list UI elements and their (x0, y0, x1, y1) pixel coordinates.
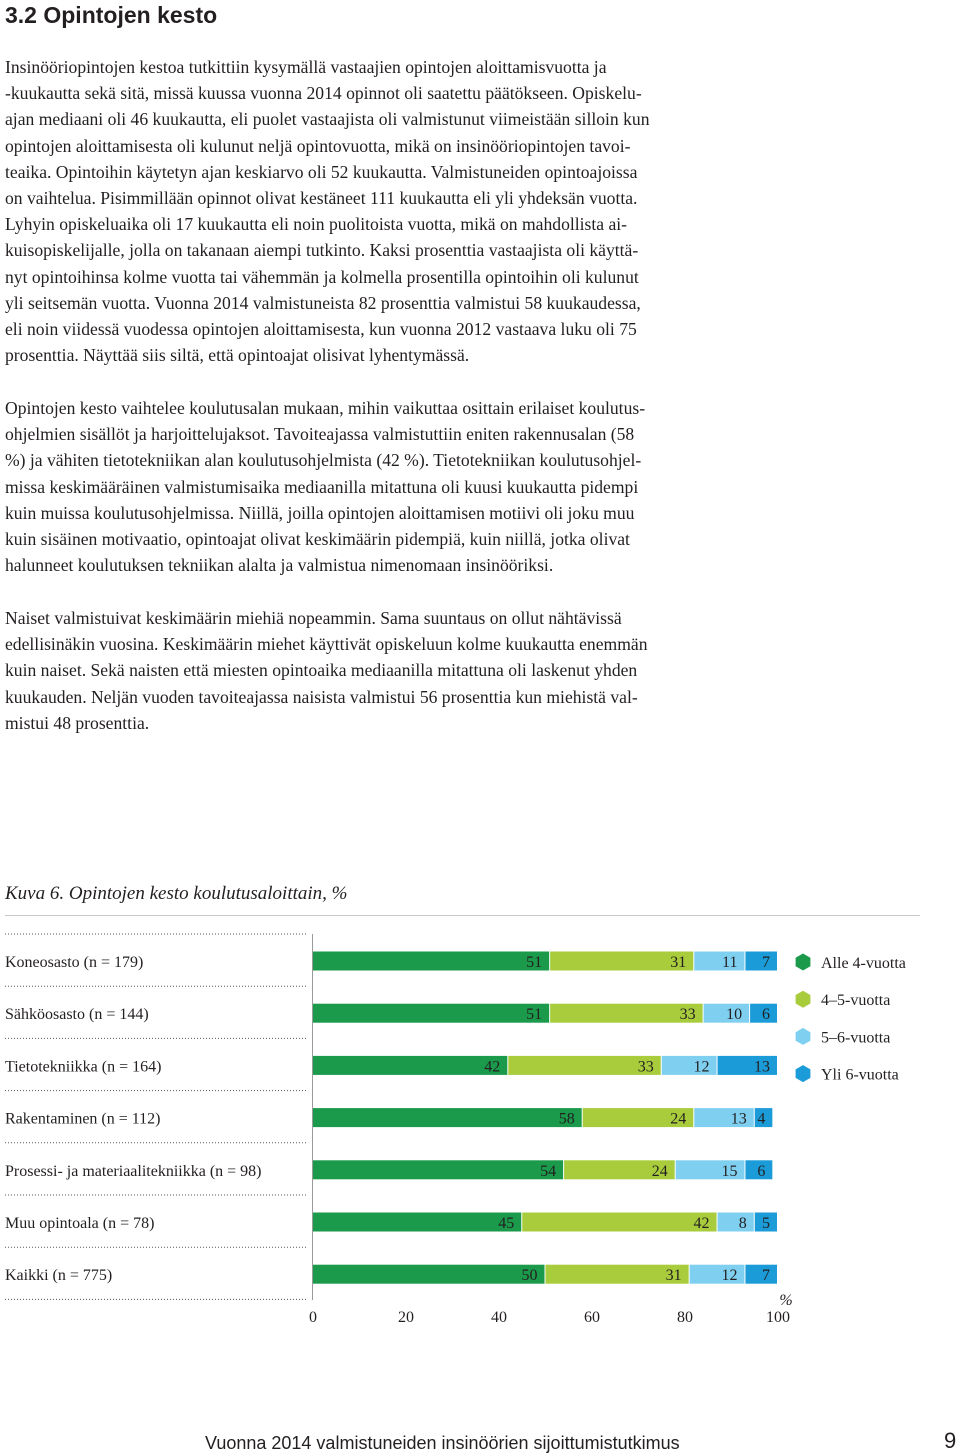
legend-label: Yli 6-vuotta (821, 1066, 899, 1084)
data-label: 42 (693, 1215, 710, 1232)
legend-hexagon-icon (796, 1028, 811, 1045)
category-label: Prosessi- ja materiaalitekniikka (n = 98) (5, 1162, 262, 1180)
data-label: 33 (679, 1006, 696, 1024)
bar-segment (313, 952, 549, 971)
data-label: 51 (526, 954, 543, 971)
data-label: 6 (757, 1162, 766, 1180)
section-title: 3.2 Opintojen kesto (5, 2, 218, 28)
bar-segment (313, 1265, 545, 1284)
data-label: 13 (730, 1110, 747, 1128)
data-label: 31 (670, 954, 687, 971)
legend-label: Alle 4-vuotta (821, 955, 906, 972)
bar-segment (313, 1213, 521, 1232)
bar-segment (313, 1160, 563, 1179)
data-label: 7 (762, 954, 770, 971)
footer-text: Vuonna 2014 valmistuneiden insinöörien sijoittumistutkimus (205, 1433, 680, 1453)
x-tick-label: 80 (677, 1309, 693, 1326)
x-axis-label: % (779, 1292, 793, 1309)
data-label: 12 (721, 1267, 738, 1285)
legend-hexagon-icon (796, 954, 811, 971)
legend-hexagon-icon (796, 1065, 811, 1082)
data-label: 12 (693, 1058, 710, 1076)
data-label: 7 (762, 1267, 770, 1285)
bar-segment (313, 1056, 507, 1075)
x-tick-label: 60 (584, 1309, 600, 1326)
category-label: Sähköosasto (n = 144) (5, 1006, 149, 1024)
data-label: 13 (754, 1058, 770, 1076)
stacked-bar-chart (0, 922, 960, 1332)
category-label: Muu opintoala (n = 78) (5, 1215, 155, 1232)
data-label: 50 (521, 1267, 538, 1285)
data-label: 24 (651, 1162, 668, 1180)
x-tick-label: 100 (766, 1309, 790, 1326)
x-tick-label: 0 (309, 1309, 317, 1326)
data-label: 6 (762, 1006, 770, 1024)
data-label: 8 (738, 1215, 747, 1232)
data-label: 4 (757, 1110, 766, 1128)
body-paragraph: Insinööriopintojen kestoa tutkittiin kysymällä vastaajien opintojen aloittamisvuotta ja -kuukautta sekä sitä, missä kuussa vuonna 2014 opinnot oli saatettu päätökseen. Opiskelu- ajan mediaani oli 46 kuukautta, eli puolet vastaajista oli valmistunut viimeistään silloin kun opintojen aloittamisesta oli kulunut neljä opintovuotta, mikä on insinööriopintojen tavoi- teaika. Opintoihin käytetyn ajan keskiarvo oli 52 kuukautta. Valmistuneiden opintoajoissa on vaihtelua. Pisimmillään opinnot olivat kestäneet 111 kuukautta eli yli yhdeksän vuotta. Lyhyin opiskeluaika oli 17 kuukautta eli noin puolitoista vuotta, mikä on mahdollista ai- kuisopiskelijalle, jolla on takanaan aiempi tutkinto. Kaksi prosenttia vastaajista oli käyttä- nyt opintoihinsa kolme vuotta tai vähemmän ja kolmella prosentilla opintoihin oli kulunut yli seitsemän vuotta. Vuonna 2014 valmistuneista 82 prosenttia valmistui 58 kuukaudessa, eli noin viidessä vuodessa opintojen aloittamisesta, kun vuonna 2012 vastaava luku oli 75 prosenttia. Näyttää siis siltä, että opintoajat olisivat lyhentymässä. (5, 57, 650, 366)
page-number: 9 (944, 1428, 957, 1453)
x-tick-label: 20 (398, 1309, 414, 1326)
body-paragraph: Opintojen kesto vaihtelee koulutusalan mukaan, mihin vaikuttaa osittain erilaiset koulutus- ohjelmien sisällöt ja harjoittelujaksot. Tavoiteajassa valmistuttiin eniten rakennusalan (58 %) ja vähiten tietotekniikan alan koulutusohjelmista (42 %). Tietotekniikan koulutusohjel- missa keskimääräinen valmistumisaika mediaanilla mitattuna oli kuusi kuukautta pidempi kuin muissa koulutusohjelmissa. Niillä, joilla opintojen aloittamisen motiivi oli joku muu kuin sisäinen motivaatio, opintoajat olivat keskimäärin pidempiä, kuin niillä, jotka olivat halunneet koulutuksen tekniikan alalta ja valmistua nimenomaan insinööriksi. (5, 398, 646, 576)
category-label: Kaikki (n = 775) (5, 1267, 113, 1285)
legend-label: 5–6-vuotta (821, 1029, 891, 1047)
bar-segment (313, 1108, 582, 1127)
legend-label: 4–5-vuotta (821, 992, 891, 1010)
legend-hexagon-icon (796, 991, 811, 1008)
category-label: Rakentaminen (n = 112) (5, 1110, 161, 1128)
data-label: 11 (722, 954, 738, 971)
data-label: 51 (526, 1006, 543, 1024)
x-tick-label: 40 (491, 1309, 507, 1326)
figure-caption: Kuva 6. Opintojen kesto koulutusaloittain, % (5, 883, 348, 904)
data-label: 54 (540, 1162, 557, 1180)
data-label: 15 (721, 1162, 738, 1180)
body-paragraph: Naiset valmistuivat keskimäärin miehiä nopeammin. Sama suuntaus on ollut nähtävissä edellisinäkin vuosina. Keskimäärin miehet käyttivät opiskeluun kolme kuukautta enemmän kuin naiset. Sekä naisten että miesten opintoaika mediaanilla mitattuna oli laskenut yhden kuukauden. Neljän vuoden tavoiteajassa naisista valmistui 56 prosenttia kun miehistä val- mistui 48 prosenttia. (5, 608, 648, 733)
data-label: 31 (665, 1267, 682, 1285)
data-label: 24 (670, 1110, 687, 1128)
data-label: 45 (498, 1215, 515, 1232)
bar-segment (718, 1213, 754, 1232)
data-label: 5 (762, 1215, 770, 1232)
bar-segment (522, 1213, 716, 1232)
caption-divider (5, 915, 920, 916)
data-label: 58 (558, 1110, 575, 1128)
data-label: 10 (726, 1006, 743, 1024)
bar-segment (313, 1004, 549, 1023)
data-label: 42 (484, 1058, 501, 1076)
category-label: Koneosasto (n = 179) (5, 954, 144, 971)
data-label: 33 (637, 1058, 654, 1076)
category-label: Tietotekniikka (n = 164) (5, 1058, 162, 1076)
